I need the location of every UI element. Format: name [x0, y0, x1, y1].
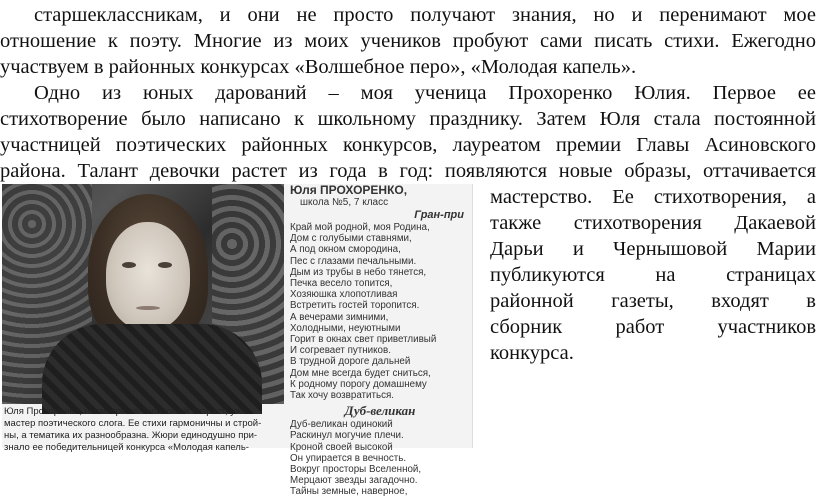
poem-2 — [290, 419, 470, 497]
poem-1 — [290, 222, 470, 401]
text-line: отношение к поэту. Многие из моих учеников пробуют сами писать стихи. Ежегодно — [0, 30, 816, 52]
text-line: Одно из юных дарований – моя ученица Прохоренко Юлия. Первое ее — [34, 82, 816, 104]
poem-line: Раскинул могучие плечи. — [290, 430, 404, 442]
poem-author: Юля ПРОХОРЕНКО, — [290, 183, 408, 197]
poem-column — [290, 183, 470, 498]
poem-line: В трудной дороге дальней — [290, 356, 411, 368]
poem-line: Холодными, неуютными — [290, 322, 401, 334]
poem-line: Так хочу возвратиться. — [290, 390, 395, 402]
poem-line: Тайны земные, наверное, — [290, 486, 408, 498]
poem-line: Дым из трубы в небо тянется, — [290, 266, 427, 278]
side-text-line: конкурса. — [490, 342, 574, 364]
poem-line: Кроной своей высокой — [290, 441, 393, 453]
photo-caption: Юля Прохоренко, несмотря на свой юный возраст, уже мастер поэтического слога. Ее стихи гармоничны и строй- ны, а тематика их разнообразна. Жюри единодушно при- знало ее победительницей конкурса «Молодая капель- — [4, 406, 262, 453]
poem-line: Дом мне всегда будет сниться, — [290, 367, 431, 379]
poem-line: Печка весело топится, — [290, 278, 393, 290]
text-line: участницей поэтических районных конкурсов, лауреатом премии Главы Асиновского — [0, 134, 816, 156]
poem-line: Пес с глазами печальными. — [290, 255, 417, 267]
side-text-line: публикуются на страницах — [490, 264, 816, 286]
student-photo — [2, 184, 284, 404]
poem-line: Горит в окнах свет приветливый — [290, 334, 437, 346]
poem-line: Край мой родной, моя Родина, — [290, 222, 430, 233]
text-line: стихотворение было написано к школьному празднику. Затем Юля стала постоянной — [0, 108, 816, 130]
poem-line: Мерцают звезды загадочно. — [290, 475, 418, 487]
side-text-line: мастерство. Ее стихотворения, а — [490, 186, 816, 208]
poem-line: А вечерами зимними, — [290, 311, 389, 323]
poem-2-title: Дуб-великан — [344, 403, 416, 419]
poem-line: Вокруг просторы Вселенной, — [290, 464, 422, 476]
side-text-line: сборник работ участников — [490, 316, 816, 338]
side-text-line: районной газеты, входят в — [490, 290, 816, 312]
newspaper-clipping — [2, 183, 473, 498]
side-text-line: также стихотворения Дакаевой — [490, 212, 816, 234]
poem-line: Хозяюшка хлопотливая — [290, 289, 398, 301]
poem-line: Встретить гостей торопится. — [290, 300, 420, 312]
poem-line: К родному порогу домашнему — [290, 378, 427, 390]
poem-line: Дуб-великан одинокий — [290, 419, 393, 431]
poem-line: Он упирается в вечность. — [290, 452, 407, 464]
poem-school: школа №5, 7 класс — [300, 197, 389, 208]
poem-prize: Гран-при — [414, 209, 464, 221]
text-line: района. Талант девочки растет из года в год: появляются новые образы, оттачивается — [0, 160, 816, 182]
poem-line: И согревает путников. — [290, 345, 391, 357]
text-line: старшеклассникам, и они не просто получают знания, но и перенимают мое — [34, 4, 816, 26]
poem-line: А под окном смородина, — [290, 244, 401, 256]
side-text-line: Дарьи и Чернышовой Марии — [490, 238, 816, 260]
poem-line: Дом с голубыми ставнями, — [290, 233, 412, 245]
text-line: участвуем в районных конкурсах «Волшебное перо», «Молодая капель». — [0, 56, 637, 78]
